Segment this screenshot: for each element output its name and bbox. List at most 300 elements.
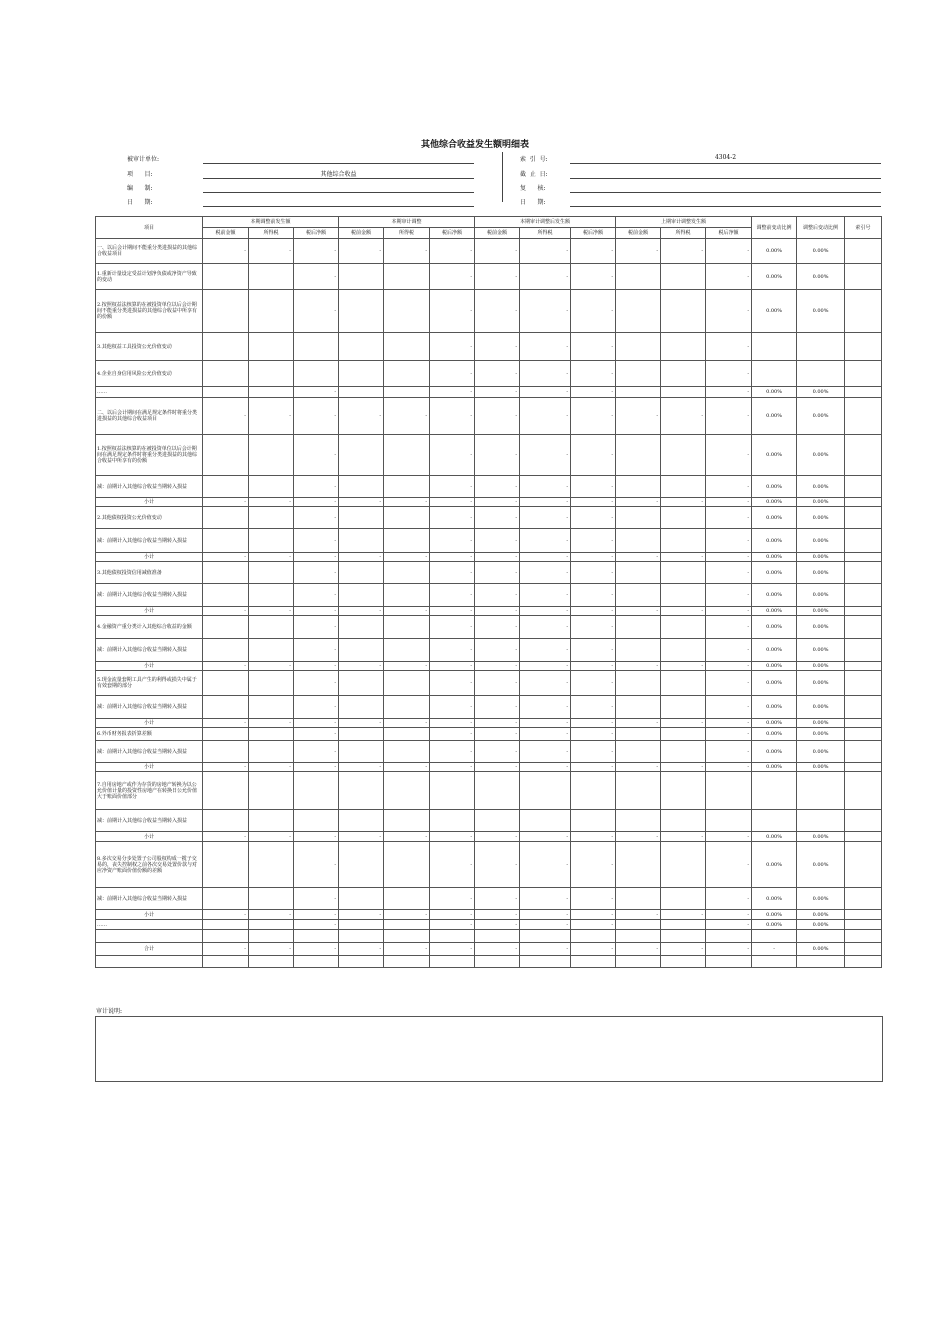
amount-cell: - [706, 920, 752, 930]
amount-cell: - [706, 832, 752, 842]
amount-cell: - [706, 553, 752, 562]
amount-cell [571, 810, 616, 832]
pre-ratio-cell: 0.00% [752, 398, 797, 435]
amount-cell [661, 616, 706, 639]
amount-cell: - [430, 719, 475, 728]
amount-cell [249, 529, 294, 553]
amount-cell: - [706, 529, 752, 553]
row-label: 1.重新计量设定受益计划净负债或净资产导致的变动 [96, 264, 203, 290]
amount-cell: - [294, 476, 339, 498]
index-cell [845, 728, 882, 741]
table-row [96, 398, 882, 435]
amount-cell [384, 476, 430, 498]
amount-cell: - [384, 553, 430, 562]
index-cell [845, 507, 882, 529]
index-line [570, 163, 881, 164]
amount-cell [249, 956, 294, 968]
amount-cell: - [571, 507, 616, 529]
amount-cell [384, 616, 430, 639]
amount-cell: - [294, 290, 339, 333]
amount-cell: - [430, 476, 475, 498]
amount-cell: - [203, 832, 249, 842]
index-cell [845, 435, 882, 476]
amount-cell: - [475, 398, 520, 435]
amount-cell: - [520, 562, 571, 584]
amount-cell: - [616, 832, 661, 842]
amount-cell [203, 842, 249, 888]
amount-cell [249, 772, 294, 810]
amount-cell: - [520, 832, 571, 842]
amount-cell: - [430, 553, 475, 562]
amount-cell: - [384, 763, 430, 772]
amount-cell: - [475, 763, 520, 772]
amount-cell [249, 842, 294, 888]
row-label: 二、以后会计期间在满足规定条件时将重分类进损益的其他综合收益项目 [96, 398, 203, 435]
amount-cell: - [571, 671, 616, 696]
amount-cell: - [475, 662, 520, 671]
pre-ratio-cell: 0.00% [752, 842, 797, 888]
post-ratio-cell: 0.00% [797, 943, 845, 956]
amount-cell [571, 956, 616, 968]
table-row [96, 763, 882, 772]
amount-cell: - [294, 529, 339, 553]
amount-cell: - [430, 290, 475, 333]
amount-cell: - [661, 662, 706, 671]
amount-cell: - [520, 529, 571, 553]
amount-cell [661, 810, 706, 832]
amount-cell [384, 696, 430, 719]
amount-cell: - [706, 435, 752, 476]
amount-cell [706, 772, 752, 810]
amount-cell: - [430, 498, 475, 507]
row-label: 减：前期计入其他综合收益当期转入损益 [96, 639, 203, 662]
post-ratio-cell: 0.00% [797, 290, 845, 333]
amount-cell: - [294, 832, 339, 842]
amount-cell: - [203, 553, 249, 562]
amount-cell: - [339, 607, 384, 616]
amount-cell: - [339, 943, 384, 956]
header-pretax: 税前金额 [203, 228, 249, 239]
amount-cell [616, 584, 661, 607]
amount-cell [430, 810, 475, 832]
amount-cell [616, 562, 661, 584]
amount-cell: - [339, 910, 384, 920]
amount-cell: - [475, 832, 520, 842]
date2-line [570, 206, 881, 207]
amount-cell: - [520, 920, 571, 930]
amount-cell [249, 671, 294, 696]
amount-cell: - [520, 239, 571, 264]
amount-cell [520, 930, 571, 943]
post-ratio-cell: 0.00% [797, 696, 845, 719]
amount-cell: - [571, 920, 616, 930]
amount-cell [661, 584, 706, 607]
amount-cell: - [520, 361, 571, 387]
amount-cell: - [430, 920, 475, 930]
amount-cell: - [475, 671, 520, 696]
amount-cell [203, 476, 249, 498]
amount-cell: - [430, 387, 475, 398]
pre-ratio-cell: 0.00% [752, 616, 797, 639]
amount-cell [203, 639, 249, 662]
amount-cell: - [706, 728, 752, 741]
amount-cell [661, 772, 706, 810]
pre-ratio-cell: 0.00% [752, 290, 797, 333]
amount-cell: - [706, 616, 752, 639]
amount-cell: - [661, 239, 706, 264]
header-pre-ratio: 调整前变动比例 [752, 217, 797, 239]
amount-cell [249, 476, 294, 498]
amount-cell [616, 772, 661, 810]
index-label: 索 引 号: [520, 156, 548, 163]
amount-cell: - [571, 290, 616, 333]
amount-cell: - [571, 763, 616, 772]
amount-cell: - [616, 662, 661, 671]
amount-cell: - [430, 728, 475, 741]
amount-cell: - [706, 741, 752, 763]
table-row [96, 741, 882, 763]
amount-cell: - [571, 639, 616, 662]
amount-cell [339, 956, 384, 968]
amount-cell: - [430, 361, 475, 387]
amount-cell [339, 616, 384, 639]
amount-cell: - [430, 607, 475, 616]
amount-cell: - [430, 584, 475, 607]
post-ratio-cell: 0.00% [797, 507, 845, 529]
amount-cell: - [520, 910, 571, 920]
detail-table [95, 216, 882, 968]
amount-cell: - [339, 763, 384, 772]
amount-cell: - [616, 943, 661, 956]
amount-cell: - [706, 476, 752, 498]
amount-cell: - [571, 529, 616, 553]
post-ratio-cell [797, 772, 845, 810]
index-cell [845, 772, 882, 810]
amount-cell [384, 290, 430, 333]
pre-ratio-cell: 0.00% [752, 264, 797, 290]
amount-cell: - [475, 529, 520, 553]
header-item: 项目 [96, 217, 203, 239]
amount-cell: - [294, 662, 339, 671]
amount-cell: - [571, 398, 616, 435]
row-label: 减：前期计入其他综合收益当期转入损益 [96, 696, 203, 719]
amount-cell [203, 435, 249, 476]
index-cell [845, 763, 882, 772]
amount-cell [384, 361, 430, 387]
amount-cell [203, 290, 249, 333]
amount-cell: - [706, 239, 752, 264]
index-cell [845, 810, 882, 832]
row-label: 小计 [96, 662, 203, 671]
amount-cell: - [339, 553, 384, 562]
amount-cell: - [475, 741, 520, 763]
amount-cell: - [706, 562, 752, 584]
page-title: 其他综合收益发生额明细表 [420, 140, 529, 150]
amount-cell: - [475, 639, 520, 662]
index-cell [845, 662, 882, 671]
amount-cell: - [571, 741, 616, 763]
amount-cell [430, 930, 475, 943]
amount-cell: - [520, 476, 571, 498]
amount-cell: - [520, 584, 571, 607]
table-row [96, 832, 882, 842]
amount-cell: - [571, 696, 616, 719]
amount-cell [249, 888, 294, 910]
amount-cell [203, 361, 249, 387]
index-cell [845, 398, 882, 435]
amount-cell: - [520, 741, 571, 763]
post-ratio-cell: 0.00% [797, 498, 845, 507]
pre-ratio-cell: 0.00% [752, 435, 797, 476]
row-label: 小计 [96, 910, 203, 920]
pre-ratio-cell: 0.00% [752, 910, 797, 920]
row-label: 小计 [96, 498, 203, 507]
amount-cell: - [520, 719, 571, 728]
amount-cell [339, 842, 384, 888]
row-label: …… [96, 920, 203, 930]
index-cell [845, 920, 882, 930]
amount-cell: - [475, 387, 520, 398]
amount-cell: - [475, 584, 520, 607]
amount-cell: - [475, 616, 520, 639]
amount-cell: - [430, 562, 475, 584]
row-label: 小计 [96, 719, 203, 728]
pre-ratio-cell [752, 361, 797, 387]
amount-cell [384, 387, 430, 398]
header-net: 税后净额 [706, 228, 752, 239]
amount-cell: - [571, 888, 616, 910]
amount-cell [384, 529, 430, 553]
pre-ratio-cell [752, 810, 797, 832]
amount-cell: - [475, 435, 520, 476]
amount-cell: - [661, 943, 706, 956]
amount-cell: - [475, 696, 520, 719]
amount-cell: - [571, 239, 616, 264]
index-cell [845, 888, 882, 910]
amount-cell: - [203, 607, 249, 616]
amount-cell [249, 264, 294, 290]
amount-cell: - [384, 943, 430, 956]
amount-cell: - [249, 498, 294, 507]
amount-cell: - [520, 943, 571, 956]
post-ratio-cell [797, 333, 845, 361]
amount-cell [339, 562, 384, 584]
amount-cell: - [571, 498, 616, 507]
amount-cell: - [706, 507, 752, 529]
index-cell [845, 639, 882, 662]
audited-unit-line [203, 163, 474, 164]
post-ratio-cell: 0.00% [797, 398, 845, 435]
amount-cell [339, 584, 384, 607]
amount-cell: - [661, 498, 706, 507]
amount-cell: - [706, 584, 752, 607]
amount-cell [203, 584, 249, 607]
amount-cell: - [475, 290, 520, 333]
audited-unit-label: 被审计单位: [127, 156, 160, 163]
table-row [96, 842, 882, 888]
amount-cell: - [339, 662, 384, 671]
amount-cell [339, 361, 384, 387]
amount-cell [203, 741, 249, 763]
amount-cell: - [294, 498, 339, 507]
amount-cell [249, 435, 294, 476]
amount-cell: - [294, 888, 339, 910]
row-label: 小计 [96, 607, 203, 616]
amount-cell [571, 772, 616, 810]
amount-cell: - [430, 616, 475, 639]
amount-cell: - [706, 387, 752, 398]
amount-cell: - [203, 719, 249, 728]
amount-cell: - [294, 842, 339, 888]
amount-cell: - [616, 239, 661, 264]
post-ratio-cell: 0.00% [797, 529, 845, 553]
amount-cell [294, 956, 339, 968]
amount-cell: - [661, 398, 706, 435]
amount-cell [249, 562, 294, 584]
amount-cell [203, 772, 249, 810]
post-ratio-cell: 0.00% [797, 671, 845, 696]
prepared-label: 编 制: [127, 185, 153, 192]
amount-cell: - [571, 832, 616, 842]
post-ratio-cell: 0.00% [797, 763, 845, 772]
row-label: 8.多次交易分步处置子公司股权构成一揽子交易的，丧失控制权之前各次交易处置价款与对应净资产账面价值份额的差额 [96, 842, 203, 888]
amount-cell: - [661, 553, 706, 562]
amount-cell [661, 435, 706, 476]
review-label: 复 核: [520, 185, 546, 192]
amount-cell [339, 696, 384, 719]
amount-cell: - [520, 888, 571, 910]
table-row [96, 553, 882, 562]
amount-cell [616, 696, 661, 719]
amount-cell: - [661, 832, 706, 842]
post-ratio-cell: 0.00% [797, 607, 845, 616]
row-label: 减：前期计入其他综合收益当期转入损益 [96, 810, 203, 832]
amount-cell [249, 639, 294, 662]
row-label: 减：前期计入其他综合收益当期转入损益 [96, 584, 203, 607]
amount-cell: - [294, 607, 339, 616]
amount-cell: - [475, 264, 520, 290]
table-row [96, 639, 882, 662]
header-net: 税后净额 [571, 228, 616, 239]
index-cell [845, 842, 882, 888]
amount-cell: - [706, 662, 752, 671]
amount-cell: - [430, 662, 475, 671]
amount-cell [249, 696, 294, 719]
row-label: 合计 [96, 943, 203, 956]
row-label [96, 956, 203, 968]
amount-cell [616, 290, 661, 333]
amount-cell: - [571, 616, 616, 639]
amount-cell [384, 728, 430, 741]
table-row [96, 930, 882, 943]
cutoff-label: 截 止 日: [520, 171, 548, 178]
pre-ratio-cell: 0.00% [752, 888, 797, 910]
amount-cell: - [706, 943, 752, 956]
header-pretax: 税前金额 [475, 228, 520, 239]
amount-cell: - [294, 741, 339, 763]
pre-ratio-cell: 0.00% [752, 741, 797, 763]
amount-cell: - [706, 290, 752, 333]
amount-cell: - [249, 832, 294, 842]
amount-cell [384, 920, 430, 930]
header-pretax: 税前金额 [616, 228, 661, 239]
amount-cell [339, 810, 384, 832]
amount-cell [616, 639, 661, 662]
amount-cell [520, 772, 571, 810]
amount-cell: - [384, 910, 430, 920]
amount-cell [339, 333, 384, 361]
post-ratio-cell: 0.00% [797, 832, 845, 842]
amount-cell: - [520, 507, 571, 529]
amount-cell [571, 930, 616, 943]
index-cell [845, 553, 882, 562]
amount-cell [203, 888, 249, 910]
amount-cell: - [520, 607, 571, 616]
amount-cell: - [430, 333, 475, 361]
header-group-pre-adjust: 本期调整前发生额 [203, 217, 339, 228]
pre-ratio-cell: 0.00% [752, 584, 797, 607]
amount-cell [616, 387, 661, 398]
amount-cell [661, 888, 706, 910]
header-pretax: 税前金额 [339, 228, 384, 239]
amount-cell [616, 435, 661, 476]
post-ratio-cell [797, 361, 845, 387]
amount-cell: - [294, 239, 339, 264]
amount-cell: - [294, 553, 339, 562]
amount-cell [339, 507, 384, 529]
row-label: 6.外币财务报表折算差额 [96, 728, 203, 741]
pre-ratio-cell: 0.00% [752, 662, 797, 671]
index-cell [845, 333, 882, 361]
amount-cell [661, 361, 706, 387]
amount-cell [339, 435, 384, 476]
amount-cell: - [616, 763, 661, 772]
amount-cell [616, 529, 661, 553]
amount-cell [616, 671, 661, 696]
post-ratio-cell: 0.00% [797, 264, 845, 290]
amount-cell: - [706, 696, 752, 719]
amount-cell: - [706, 842, 752, 888]
amount-cell [475, 956, 520, 968]
post-ratio-cell: 0.00% [797, 616, 845, 639]
amount-cell [616, 616, 661, 639]
amount-cell: - [475, 553, 520, 562]
amount-cell: - [339, 398, 384, 435]
amount-cell: - [475, 719, 520, 728]
post-ratio-cell: 0.00% [797, 910, 845, 920]
table-row [96, 361, 882, 387]
amount-cell: - [430, 398, 475, 435]
amount-cell [384, 772, 430, 810]
post-ratio-cell [797, 810, 845, 832]
index-cell [845, 476, 882, 498]
pre-ratio-cell: 0.00% [752, 553, 797, 562]
amount-cell: - [430, 639, 475, 662]
amount-cell [430, 772, 475, 810]
table-row [96, 662, 882, 671]
index-cell [845, 361, 882, 387]
row-label: 减：前期计入其他综合收益当期转入损益 [96, 888, 203, 910]
post-ratio-cell: 0.00% [797, 387, 845, 398]
amount-cell: - [571, 476, 616, 498]
amount-cell [294, 810, 339, 832]
amount-cell: - [706, 333, 752, 361]
pre-ratio-cell [752, 956, 797, 968]
amount-cell: - [475, 607, 520, 616]
amount-cell: - [294, 562, 339, 584]
amount-cell: - [249, 553, 294, 562]
amount-cell [616, 361, 661, 387]
